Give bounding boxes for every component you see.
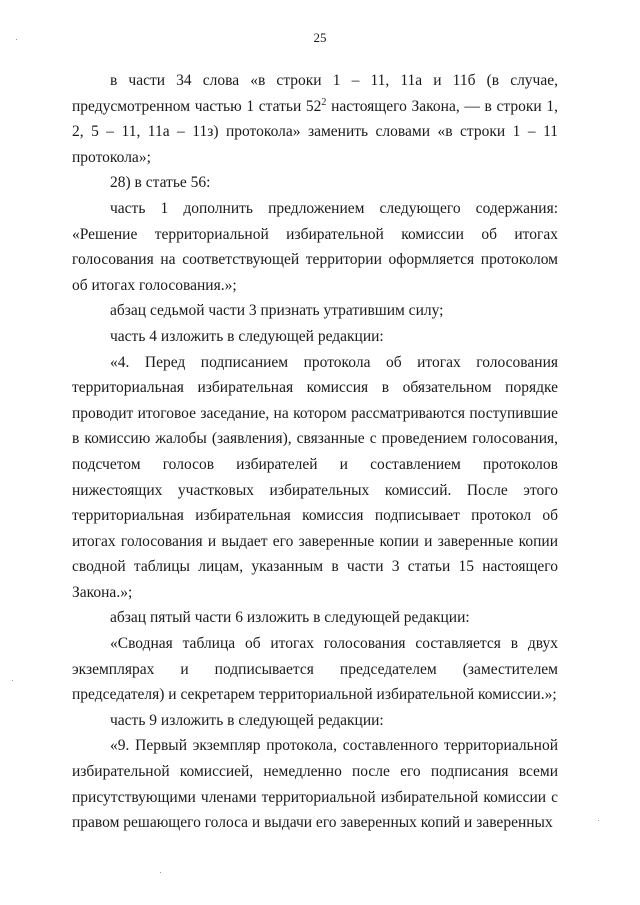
paragraph-part-6-intro: абзац пятый части 6 изложить в следующей редакции: xyxy=(110,609,470,627)
scan-speck xyxy=(160,872,161,873)
page-number: 25 xyxy=(313,30,327,45)
scan-speck xyxy=(598,820,599,821)
document-body xyxy=(72,68,558,836)
paragraph-part-3-repeal: абзац седьмой части 3 признать утратившим силу; xyxy=(110,302,444,320)
paragraph-text-part: настоящего Закона, — в строки 1, 2, 5 – 11, 11а – 11з) протокола» заменить словами «в строки 1 – 11 протокола»; xyxy=(72,97,558,166)
paragraph-item-28: 28) в статье 56: xyxy=(110,174,211,192)
paragraph-part-9-intro: часть 9 изложить в следующей редакции: xyxy=(110,711,384,729)
paragraph-text-part: в части 34 слова «в строки 1 – 11, 11а и 11б (в случае, предусмотренном частью 1 статьи 52 xyxy=(72,72,558,115)
paragraph-part-6-text: «Сводная таблица об итогах голосования составляется в двух экземплярах и подписывается председателем (заместителем председателя) и секретарем территориальной избирательной комиссии.»; xyxy=(72,635,558,704)
scan-speck xyxy=(16,39,17,40)
paragraph-part-1-amendment: часть 1 дополнить предложением следующего содержания: «Решение территориальной избирательной комиссии об итогах голосования на соответствующей территории оформляется протоколом об итогах голосования.»; xyxy=(72,199,558,294)
paragraph-part-4-text: «4. Перед подписанием протокола об итогах голосования территориальная избирательная комиссия в обязательном порядке проводит итоговое заседание, на котором рассматриваются поступившие в комиссию жалобы (заявления), связанные с проведением голосования, подсчетом голосов избирателей и составлением протоколов нижестоящих участковых избирательных комиссий. После этого территориальная избирательная комиссия подписывает протокол об итогах голосования и выдает его заверенные копии и заверенные копии сводной таблицы лицам, указанным в части 3 статьи 15 настоящего Закона.»; xyxy=(72,353,558,601)
scan-speck xyxy=(12,680,13,681)
superscript: 2 xyxy=(321,96,327,108)
paragraph-part-34 xyxy=(72,68,558,170)
paragraph-part-9-text: «9. Первый экземпляр протокола, составленного территориальной избирательной комиссией, немедленно после его подписания всеми присутствующими членами территориальной избирательной комиссии с правом решающего голоса и выдачи его заверенных копий и заверенных xyxy=(72,737,558,832)
paragraph-part-4-intro: часть 4 изложить в следующей редакции: xyxy=(110,327,384,345)
